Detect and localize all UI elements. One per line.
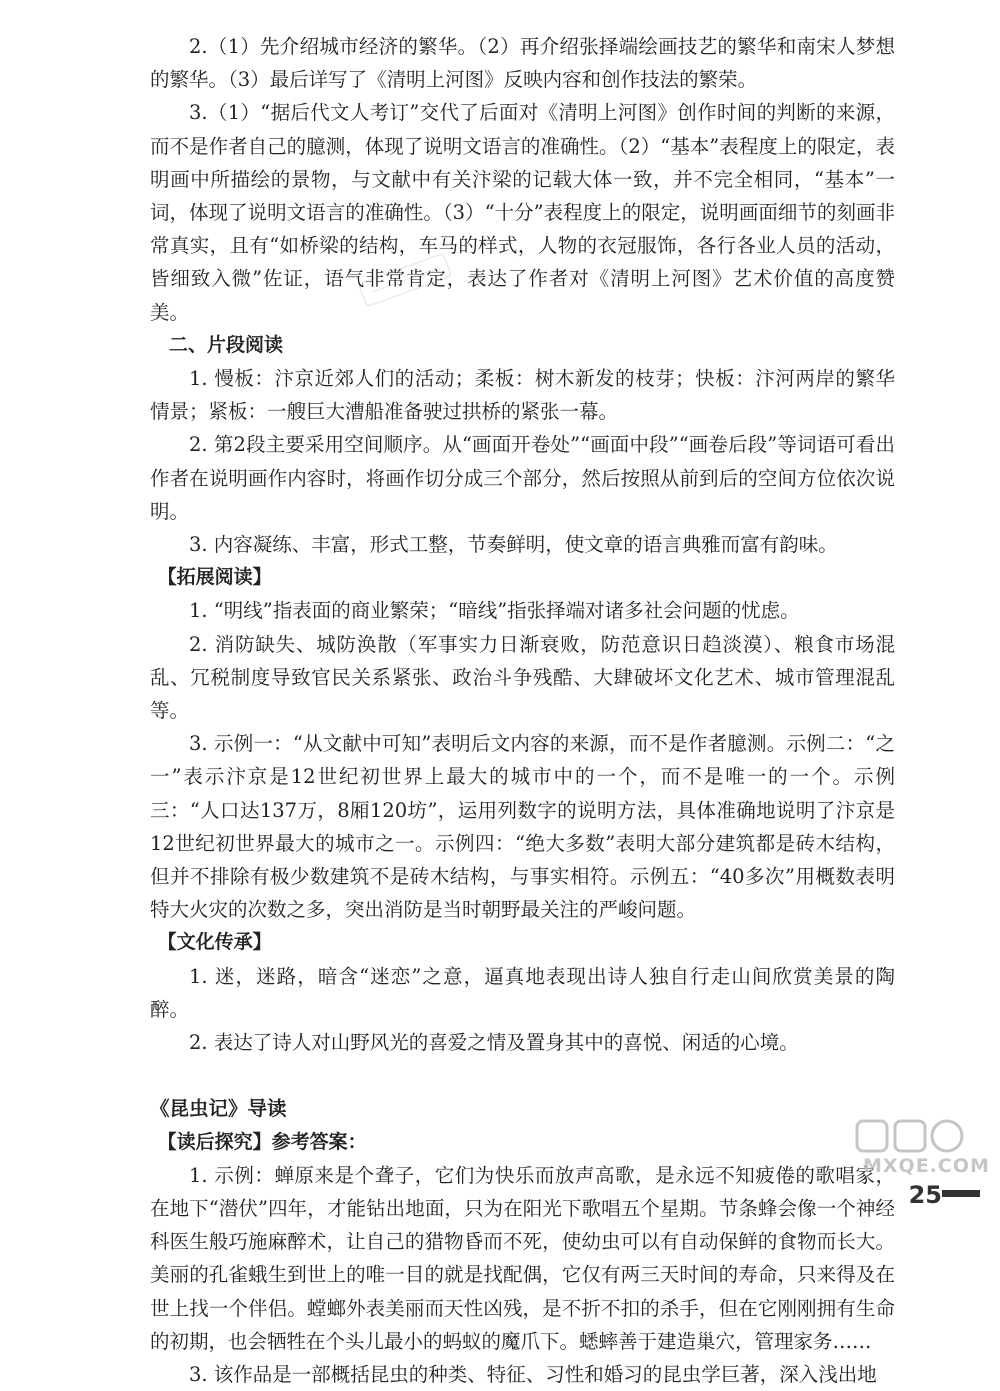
answer-content <box>150 30 895 1391</box>
answer-paragraph: 3. 内容凝练、丰富，形式工整，节奏鲜明，使文章的语言典雅而富有韵味。 <box>189 533 838 557</box>
answer-paragraph: 1. 慢板：汴京近郊人们的活动；柔板：树木新发的枝芽；快板：汴河两岸的繁华情景；紧板：一艘巨大漕船准备驶过拱桥的紧张一幕。 <box>150 367 895 424</box>
page-number-bar <box>942 1190 980 1197</box>
watermark-logo <box>855 1117 990 1187</box>
book-section-title: 《昆虫记》导读 <box>150 1097 287 1121</box>
bracket-heading: 【文化传承】 <box>157 931 272 954</box>
bracket-heading: 【拓展阅读】 <box>157 566 272 589</box>
answer-paragraph: 2. 第2段主要采用空间顺序。从“画面开卷处”“画面中段”“画卷后段”等词语可看出作者在说明画作内容时，将画作切分成三个部分，然后按照从前到后的空间方位依次说明。 <box>150 433 895 523</box>
answer-paragraph: 2. 消防缺失、城防涣散（军事实力日渐衰败，防范意识日趋淡漠）、粮食市场混乱、冗税制度导致官民关系紧张、政治斗争残酷、大肆破坏文化艺术、城市管理混乱等。 <box>150 632 895 723</box>
answer-paragraph: 3. 示例一：“从文献中可知”表明后文内容的来源，而不是作者臆测。示例二：“之一”表示汴京是12世纪初世界上最大的城市中的一个，而不是唯一的一个。示例三：“人口达137万，8厢120坊”，运用列数字的说明方法，具体准确地说明了汴京是12世纪初世界最大的城市之一。示例四：“绝大多数”表明大部分建筑都是砖木结构，但并不排除有极少数建筑不是砖木结构，与事实相符。示例五：“40多次”用概数表明特大火灾的次数之多，突出消防是当时朝野最关注的严峻问题。 <box>150 732 895 922</box>
section-heading: 二、片段阅读 <box>169 333 284 356</box>
answer-paragraph: 2.（1）先介绍城市经济的繁华。（2）再介绍张择端绘画技艺的繁华和南宋人梦想的繁华。（3）最后详写了《清明上河图》反映内容和创作技法的繁荣。 <box>150 35 895 92</box>
watermark-logo-mark <box>855 1117 970 1157</box>
bracket-heading: 【读后探究】参考答案： <box>157 1130 367 1153</box>
answer-paragraph: 3. 该作品是一部概括昆虫的种类、特征、习性和婚习的昆虫学巨著，深入浅出地 <box>189 1362 877 1386</box>
answer-paragraph: 3.（1）“据后代文人考订”交代了后面对《清明上河图》创作时间的判断的来源，而不是作者自己的臆测，体现了说明文语言的准确性。（2）“基本”表程度上的限定，表明画中所描绘的景物，与文献中有关汴梁的记载大体一致，并不完全相同，“基本”一词，体现了说明文语言的准确性。（3）“十分”表程度上的限定，说明画面细节的刻画非常真实，且有“如桥梁的结构，车马的样式，人物的衣冠服饰，各行各业人员的活动，皆细致入微”佐证，语气非常肯定，表达了作者对《清明上河图》艺术价值的高度赞美。 <box>150 101 895 324</box>
answer-paragraph: 2. 表达了诗人对山野风光的喜爱之情及置身其中的喜悦、闲适的心境。 <box>189 1031 799 1055</box>
answer-paragraph: 1. 迷，迷路，暗含“迷恋”之意，逼真地表现出诗人独自行走山间欣赏美景的陶醉。 <box>150 964 895 1021</box>
answer-paragraph: 1. 示例：蝉原来是个聋子，它们为快乐而放声高歌，是永远不知疲倦的歌唱家，在地下“潜伏”四年，才能钻出地面，只为在阳光下歌唱五个星期。节条蜂会像一个神经科医生般巧施麻醉术，让自己的猎物昏而不死，使幼虫可以有自动保鲜的食物而长大。美丽的孔雀蛾生到世上的唯一目的就是找配偶，它仅有两三天时间的寿命，只来得及在世上找一个伴侣。螳螂外表美丽而天性凶残，是不折不扣的杀手，但在它刚刚拥有生命的初期，也会牺牲在个头儿最小的蚂蚁的魔爪下。蟋蟀善于建造巢穴，管理家务…… <box>150 1163 895 1353</box>
watermark-text: MXQE.COM <box>863 1155 990 1177</box>
page-number: 25 <box>908 1181 942 1209</box>
answer-paragraph: 1. “明线”指表面的商业繁荣；“暗线”指张择端对诸多社会问题的忧虑。 <box>189 599 800 623</box>
